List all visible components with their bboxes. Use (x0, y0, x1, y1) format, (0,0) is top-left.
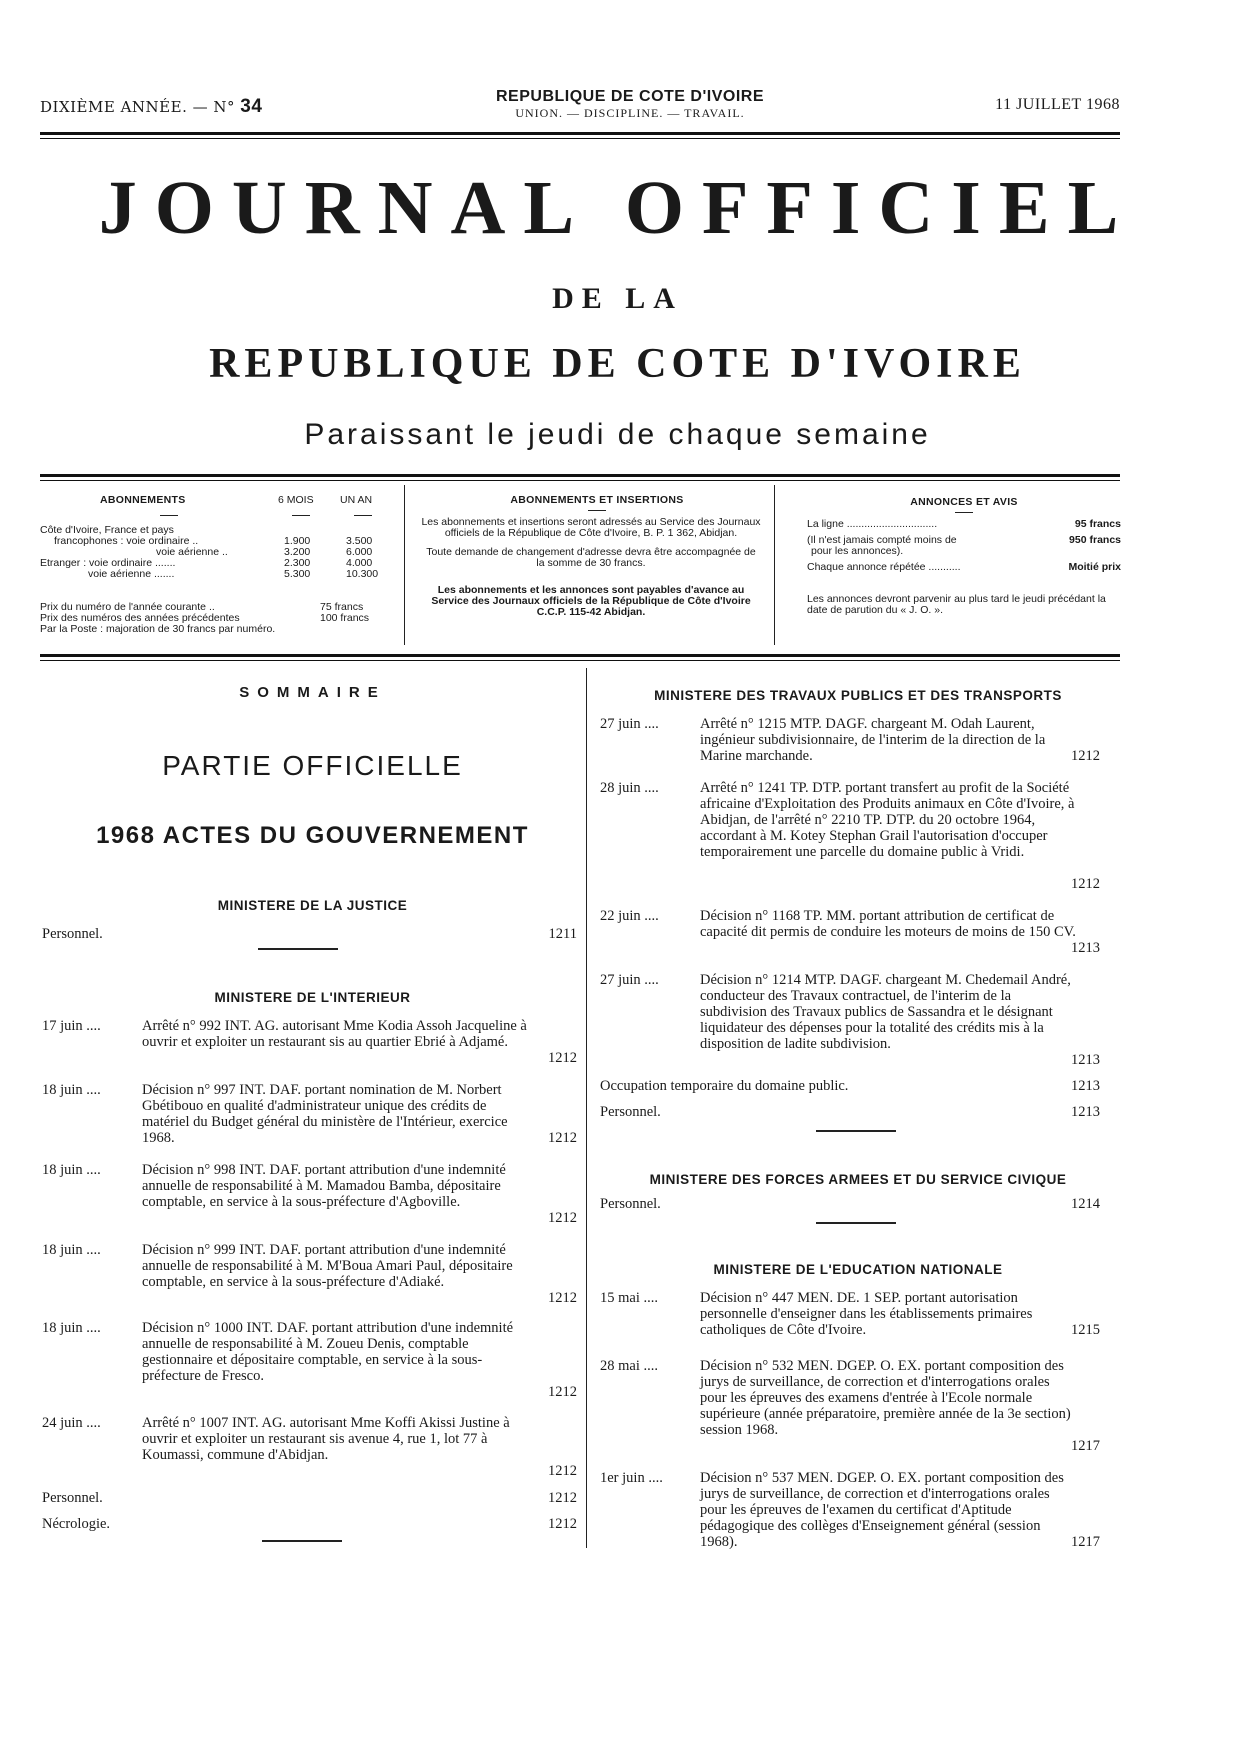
sommaire-entry (600, 1470, 1100, 1550)
entry-date: 17 juin .... (42, 1018, 101, 1034)
ligne-label: La ligne ............................... (807, 518, 938, 530)
entry-date: 27 juin .... (600, 716, 659, 732)
info-bottom-rule-thin (40, 660, 1120, 661)
rate-6mois: 3.200 (284, 546, 311, 558)
page-number: 1213 (1071, 1104, 1100, 1120)
divider-short (258, 948, 338, 950)
entry-text: Décision n° 537 MEN. DGEP. O. EX. portant composition des jurys de surveillance, de correction et d'interrogations orales pour les épreuves de l'examen du certificat d'Aptitude pédagogique des collèges d'Enseignement général (session 1968). (700, 1470, 1064, 1550)
annonces-note: Les annonces devront parvenir au plus tard le jeudi précédant la date de parution du « J. O. ». (807, 593, 1106, 616)
abonnements-col-unan: UN AN (340, 494, 373, 506)
sommaire-entry (600, 1358, 1100, 1454)
repeat-value: Moitié prix (1068, 561, 1121, 573)
entry-date: 18 juin .... (42, 1082, 101, 1098)
insertions-p3: Les abonnements et les annonces sont payables d'avance au Service des Journaux officiels de la République de Côte d'Ivoire C.C.P. 115-42 Abidjan. (431, 584, 751, 618)
divider-short (816, 1222, 896, 1224)
rate-label: voie aérienne ....... (88, 568, 175, 580)
abonnements-rates (40, 525, 392, 580)
entry-date: 18 juin .... (42, 1320, 101, 1336)
entry-date: 18 juin .... (42, 1242, 101, 1258)
abonnements-box (40, 485, 392, 645)
forces-personnel-row (600, 1196, 1100, 1213)
personnel-label: Personnel. (600, 1104, 661, 1120)
page-number: 1212 (548, 1490, 577, 1506)
page-number: 1213 (1071, 1078, 1100, 1094)
sommaire-entry (42, 1018, 577, 1066)
page-number: 1212 (548, 1210, 577, 1226)
info-top-rule (40, 474, 1120, 477)
issue-date: 11 JUILLET 1968 (995, 96, 1120, 113)
annonces-title: ANNONCES ET AVIS (910, 496, 1018, 508)
entry-text: Décision n° 1168 TP. MM. portant attribution de certificat de capacité dit permis de conduire les moteurs de moins de 150 CV. (700, 908, 1076, 940)
annonce-row (791, 535, 1121, 546)
rate-label: Etranger : voie ordinaire ....... (40, 557, 176, 569)
entry-date: 22 juin .... (600, 908, 659, 924)
annonce-row (791, 519, 1121, 531)
min-tail: pour les annonces). (811, 545, 904, 557)
page-number: 1213 (1071, 1052, 1100, 1068)
abonnements-col-6mois: 6 MOIS (278, 494, 314, 506)
ministere-travaux-heading: MINISTERE DES TRAVAUX PUBLICS ET DES TRANSPORTS (654, 688, 1062, 703)
rate-6mois: 2.300 (284, 557, 311, 569)
sommaire-entry (42, 1162, 577, 1226)
sommaire-entry (600, 716, 1100, 764)
entry-text: Décision n° 999 INT. DAF. portant attribution d'une indemnité annuelle de responsabilité à M. M'Boua Amari Paul, dépositaire comptable, en service à la sous-préfecture d'Adiaké. (142, 1242, 513, 1290)
interieur-personnel-row (42, 1490, 577, 1507)
min-label: (Il n'est jamais compté moins de (807, 534, 957, 546)
ministere-justice-heading: MINISTERE DE LA JUSTICE (217, 898, 408, 913)
ministere-interieur-heading: MINISTERE DE L'INTERIEUR (214, 990, 411, 1005)
page-number: 1212 (548, 1516, 577, 1532)
occupation-row (600, 1078, 1100, 1095)
justice-personnel-row (42, 926, 577, 943)
entry-date: 18 juin .... (42, 1162, 101, 1178)
annonces-box (774, 485, 1137, 645)
personnel-label: Personnel. (42, 1490, 103, 1506)
price-label: Prix du numéro de l'année courante .. (40, 601, 215, 613)
sommaire-entry (42, 1082, 577, 1146)
page-number: 1212 (1071, 748, 1100, 764)
journal-title: JOURNAL OFFICIEL (98, 166, 1137, 250)
header-rule (40, 132, 1120, 135)
entry-date: 15 mai .... (600, 1290, 658, 1306)
sommaire-entry (42, 1320, 577, 1400)
journal-de-la: DE LA (552, 282, 683, 315)
page-number: 1212 (548, 1290, 577, 1306)
justice-personnel-label: Personnel. (42, 926, 103, 942)
rate-unan: 3.500 (346, 535, 373, 547)
info-top-rule-thin (40, 480, 1120, 481)
journal-tagline: Paraissant le jeudi de chaque semaine (304, 418, 931, 451)
min-value: 950 francs (1069, 534, 1121, 546)
entry-text: Arrêté n° 992 INT. AG. autorisant Mme Kodia Assoh Jacqueline à ouvrir et exploiter un restaurant sis au quartier Ebrié à Adjamé. (142, 1018, 527, 1050)
dash (588, 510, 606, 511)
sommaire-entry (600, 1290, 1100, 1338)
sommaire-entry (42, 1242, 577, 1306)
price-label: Prix des numéros des années précédentes (40, 612, 240, 624)
info-bottom-rule (40, 654, 1120, 657)
issue-number: 34 (240, 96, 263, 117)
rate-unan: 6.000 (346, 546, 373, 558)
divider-short (816, 1130, 896, 1132)
actes-gouvernement: 1968 ACTES DU GOUVERNEMENT (96, 822, 529, 849)
page-number: 1213 (1071, 940, 1100, 956)
sommaire-entry (42, 1415, 577, 1479)
occupation-label: Occupation temporaire du domaine public. (600, 1078, 849, 1094)
entry-text: Décision n° 1000 INT. DAF. portant attribution d'une indemnité annuelle de responsabilité à M. Zoueu Denis, comptable gestionnaire et dépositaire comptable, en service à la sous-préfecture de Fresco. (142, 1320, 514, 1384)
entry-date: 1er juin .... (600, 1470, 663, 1486)
entry-text: Arrêté n° 1007 INT. AG. autorisant Mme Koffi Akissi Justine à ouvrir et exploiter un restaurant sis avenue 4, rue 1, lot 77 à Koumassi, commune d'Abidjan. (142, 1415, 510, 1463)
dash (354, 515, 372, 516)
header-rule-thin (40, 138, 1120, 139)
ligne-value: 95 francs (1074, 518, 1121, 530)
annonce-row (791, 562, 1121, 574)
insertions-box (404, 485, 773, 645)
journal-country: REPUBLIQUE DE COTE D'IVOIRE (209, 341, 1026, 387)
page-number: 1212 (548, 1130, 577, 1146)
page-number: 1212 (548, 1463, 577, 1479)
rate-label: Côte d'Ivoire, France et pays (40, 524, 174, 536)
page-number: 1217 (1071, 1438, 1100, 1454)
page-number: 1214 (1071, 1196, 1100, 1212)
necrologie-row (42, 1516, 577, 1533)
page-number: 1217 (1071, 1534, 1100, 1550)
page-number: 1211 (548, 926, 577, 942)
rate-6mois: 5.300 (284, 568, 311, 580)
price-label: Par la Poste : majoration de 30 francs par numéro. (40, 623, 276, 635)
issue-year-label: DIXIÈME ANNÉE. — N° (40, 98, 235, 116)
rate-row (40, 569, 392, 580)
rate-label: francophones : voie ordinaire .. (54, 535, 199, 547)
sommaire-entry (600, 972, 1100, 1068)
dash (292, 515, 310, 516)
dash (955, 512, 973, 513)
ministere-forces-heading: MINISTERE DES FORCES ARMEES ET DU SERVICE CIVIQUE (649, 1172, 1067, 1187)
entry-date: 28 juin .... (600, 780, 659, 796)
dash (160, 515, 178, 516)
entry-text: Décision n° 447 MEN. DE. 1 SEP. portant autorisation personnelle d'enseigner dans les établissements primaires catholiques de Côte d'Ivoire. (700, 1290, 1033, 1338)
entry-date: 27 juin .... (600, 972, 659, 988)
insertions-p2: Toute demande de changement d'adresse devra être accompagnée de la somme de 30 francs. (426, 546, 756, 569)
entry-date: 28 mai .... (600, 1358, 658, 1374)
entry-text: Décision n° 1214 MTP. DAGF. chargeant M. Chedemail André, conducteur des Travaux contractuel, de l'interim de la subdivision des Travaux publics de Sassandra et le désignant liquidateur des dépenses pour la totalité des crédits mis à la disposition de ladite subdivision. (700, 972, 1071, 1052)
page-number: 1215 (1071, 1322, 1100, 1338)
travaux-personnel-row (600, 1104, 1100, 1121)
price-row (40, 624, 392, 635)
insertions-title: ABONNEMENTS ET INSERTIONS (510, 494, 684, 506)
entry-text: Arrêté n° 1241 TP. DTP. portant transfert au profit de la Société africaine d'Exploitation des Produits animaux en Côte d'Ivoire, à Abidjan, de l'arrêté n° 2210 TP. DTP. du 20 octobre 1964, accordant à M. Kotey Stephan Grail l'autorisation d'occuper temporairement une parcelle du domaine public à Vridi. (700, 780, 1075, 860)
page-number: 1212 (548, 1050, 577, 1066)
insertions-p1: Les abonnements et insertions seront adressés au Service des Journaux officiels de la République de Côte d'Ivoire, B. P. 1 362, Abidjan. (421, 516, 761, 539)
column-divider (586, 668, 587, 1548)
rate-unan: 4.000 (346, 557, 373, 569)
entry-text: Décision n° 532 MEN. DGEP. O. EX. portant composition des jurys de surveillance, de correction et d'interrogations orales pour les épreuves des examens d'entrée à l'Ecole normale supérieure (année préparatoire, première année de la 3e section) session 1968. (700, 1358, 1071, 1438)
rate-unan: 10.300 (346, 568, 379, 580)
entry-text: Décision n° 997 INT. DAF. portant nomination de M. Norbert Gbétibouo en qualité d'administrateur unique des crédits de matériel du Budget général du ministère de l'Intérieur, exercice 1968. (142, 1082, 508, 1146)
issue-year-number (40, 96, 262, 118)
page-number: 1212 (1071, 876, 1100, 892)
entry-date: 24 juin .... (42, 1415, 101, 1431)
price-value: 75 francs (320, 601, 364, 613)
republic-name: REPUBLIQUE DE COTE D'IVOIRE (496, 88, 764, 105)
divider-short (262, 1540, 342, 1542)
partie-officielle: PARTIE OFFICIELLE (162, 750, 463, 781)
entry-text: Décision n° 998 INT. DAF. portant attribution d'une indemnité annuelle de responsabilité à M. Mamadou Bamba, dépositaire comptable, en service à la sous-préfecture d'Agboville. (142, 1162, 506, 1210)
rate-label: voie aérienne .. (156, 546, 228, 558)
sommaire-entry (600, 780, 1100, 892)
sommaire-entry (600, 908, 1100, 956)
abonnements-title: ABONNEMENTS (100, 494, 186, 506)
price-value: 100 francs (320, 612, 370, 624)
abonnements-prices (40, 602, 392, 635)
page-number: 1212 (548, 1384, 577, 1400)
necrologie-label: Nécrologie. (42, 1516, 111, 1532)
personnel-label: Personnel. (600, 1196, 661, 1212)
sommaire-title: SOMMAIRE (239, 684, 386, 701)
republic-header (455, 88, 805, 121)
republic-motto: UNION. — DISCIPLINE. — TRAVAIL. (515, 106, 745, 120)
ministere-education-heading: MINISTERE DE L'EDUCATION NATIONALE (713, 1262, 1003, 1277)
rate-6mois: 1.900 (284, 535, 311, 547)
repeat-label: Chaque annonce répétée ........... (807, 561, 961, 573)
issue-header-bar (40, 88, 1120, 118)
entry-text: Arrêté n° 1215 MTP. DAGF. chargeant M. Odah Laurent, ingénieur subdivisionnaire, de l'interim de la direction de la Marine marchande. (700, 716, 1046, 764)
